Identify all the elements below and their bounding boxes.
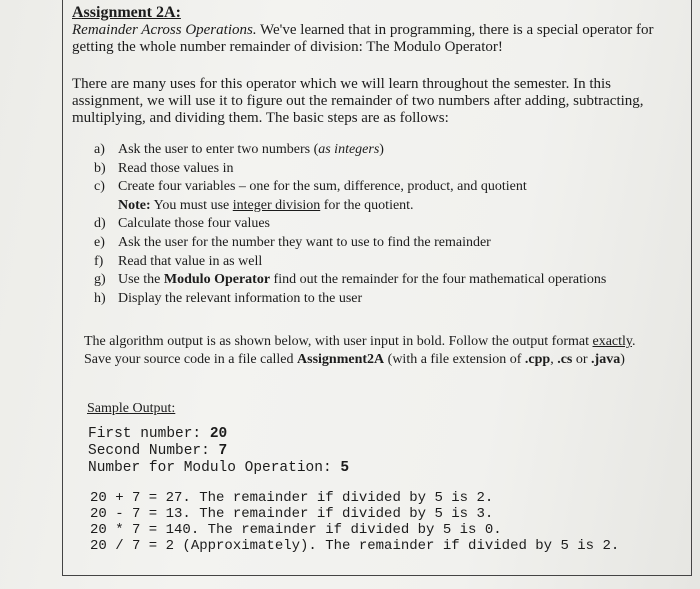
step-marker: c) bbox=[94, 179, 105, 195]
step-marker: d) bbox=[94, 216, 106, 232]
intro-text bbox=[72, 22, 672, 56]
step-italic: as integers bbox=[318, 142, 380, 157]
step-marker: e) bbox=[94, 234, 105, 250]
step-bold: Modulo Operator bbox=[163, 272, 271, 288]
algo-text-mid2: (with a file extension of bbox=[384, 351, 525, 367]
sample-output-heading: Sample Output: bbox=[87, 401, 176, 416]
result-line: 20 / 7 = 2 (Approximately). The remainder if divided by 5 is 2. bbox=[90, 538, 620, 554]
prompt-line bbox=[88, 426, 349, 443]
step-marker: b) bbox=[94, 160, 106, 176]
note-text: You must use bbox=[150, 197, 233, 213]
assignment-content bbox=[72, 4, 672, 308]
result-line: 20 + 7 = 27. The remainder if divided by 5 is 2. bbox=[90, 490, 494, 506]
step-marker: g) bbox=[94, 272, 106, 288]
steps-list bbox=[94, 141, 672, 308]
assignment-title: Assignment 2A: bbox=[72, 4, 181, 21]
prompt-value: 7 bbox=[218, 442, 228, 459]
step-item bbox=[94, 271, 672, 290]
algo-text-after: ) bbox=[620, 351, 625, 367]
prompt-label: Number for Modulo Operation: bbox=[88, 459, 341, 476]
prompt-line bbox=[88, 443, 349, 460]
algorithm-instructions bbox=[84, 333, 654, 368]
step-marker: f) bbox=[94, 253, 104, 269]
algo-underlined: exactly bbox=[592, 334, 633, 349]
description-paragraph: There are many uses for this operator which we will learn throughout the semester. In this assignment, we will use it to figure out the remainder of two numbers after adding, subtracting, multiplying, and dividing them. The basic steps are as follows: bbox=[72, 76, 644, 126]
step-text: Create four variables – one for the sum, difference, product, and quotient bbox=[118, 179, 527, 195]
algo-filename: Assignment2A bbox=[297, 351, 385, 367]
step-item bbox=[94, 215, 672, 234]
step-item bbox=[94, 141, 672, 160]
algo-sep: , bbox=[550, 351, 558, 367]
step-text: Calculate those four values bbox=[118, 216, 271, 232]
prompt-label: Second Number: bbox=[88, 442, 219, 459]
step-item bbox=[94, 253, 672, 272]
sample-prompts bbox=[88, 426, 349, 476]
step-text-after: ) bbox=[379, 142, 384, 157]
note-underlined: integer division bbox=[232, 197, 321, 213]
intro-rest: We've learned that in programming, there is a special operator for getting the whole number remainder of division: The Modulo Operator! bbox=[72, 22, 654, 55]
step-text: Read those values in bbox=[118, 160, 234, 176]
note-text-after: for the quotient. bbox=[320, 197, 414, 213]
prompt-line bbox=[88, 460, 349, 477]
step-marker: h) bbox=[94, 290, 106, 306]
step-text: Ask the user for the number they want to use to find the remainder bbox=[118, 234, 491, 250]
step-text: Display the relevant information to the user bbox=[118, 290, 363, 306]
algo-ext-cpp: .cpp bbox=[524, 351, 551, 367]
algo-text-mid: . Save your source code in a file called bbox=[84, 334, 636, 367]
result-line: 20 * 7 = 140. The remainder if divided by 5 is 0. bbox=[90, 522, 502, 538]
intro-italic: Remainder Across Operations. bbox=[72, 22, 257, 38]
step-item bbox=[94, 290, 672, 309]
step-text: Use the bbox=[118, 272, 164, 288]
prompt-label: First number: bbox=[88, 426, 210, 442]
step-item bbox=[94, 234, 672, 253]
step-text-after: find out the remainder for the four mathematical operations bbox=[270, 272, 607, 288]
step-item bbox=[94, 178, 672, 197]
algo-sep: or bbox=[572, 351, 592, 367]
result-line: 20 - 7 = 13. The remainder if divided by 5 is 3. bbox=[90, 506, 494, 522]
step-marker: a) bbox=[94, 142, 105, 157]
prompt-value: 5 bbox=[340, 459, 350, 476]
algo-ext-java: .java bbox=[591, 351, 621, 367]
algo-ext-cs: .cs bbox=[557, 351, 573, 367]
prompt-value: 20 bbox=[209, 426, 228, 442]
note-label: Note: bbox=[118, 197, 151, 213]
algo-text: The algorithm output is as shown below, with user input in bold. Follow the output format bbox=[84, 334, 593, 349]
step-note bbox=[94, 197, 672, 216]
step-text: Read that value in as well bbox=[118, 253, 263, 269]
step-item bbox=[94, 160, 672, 179]
sample-results bbox=[90, 490, 619, 554]
step-text: Ask the user to enter two numbers ( bbox=[118, 142, 319, 157]
